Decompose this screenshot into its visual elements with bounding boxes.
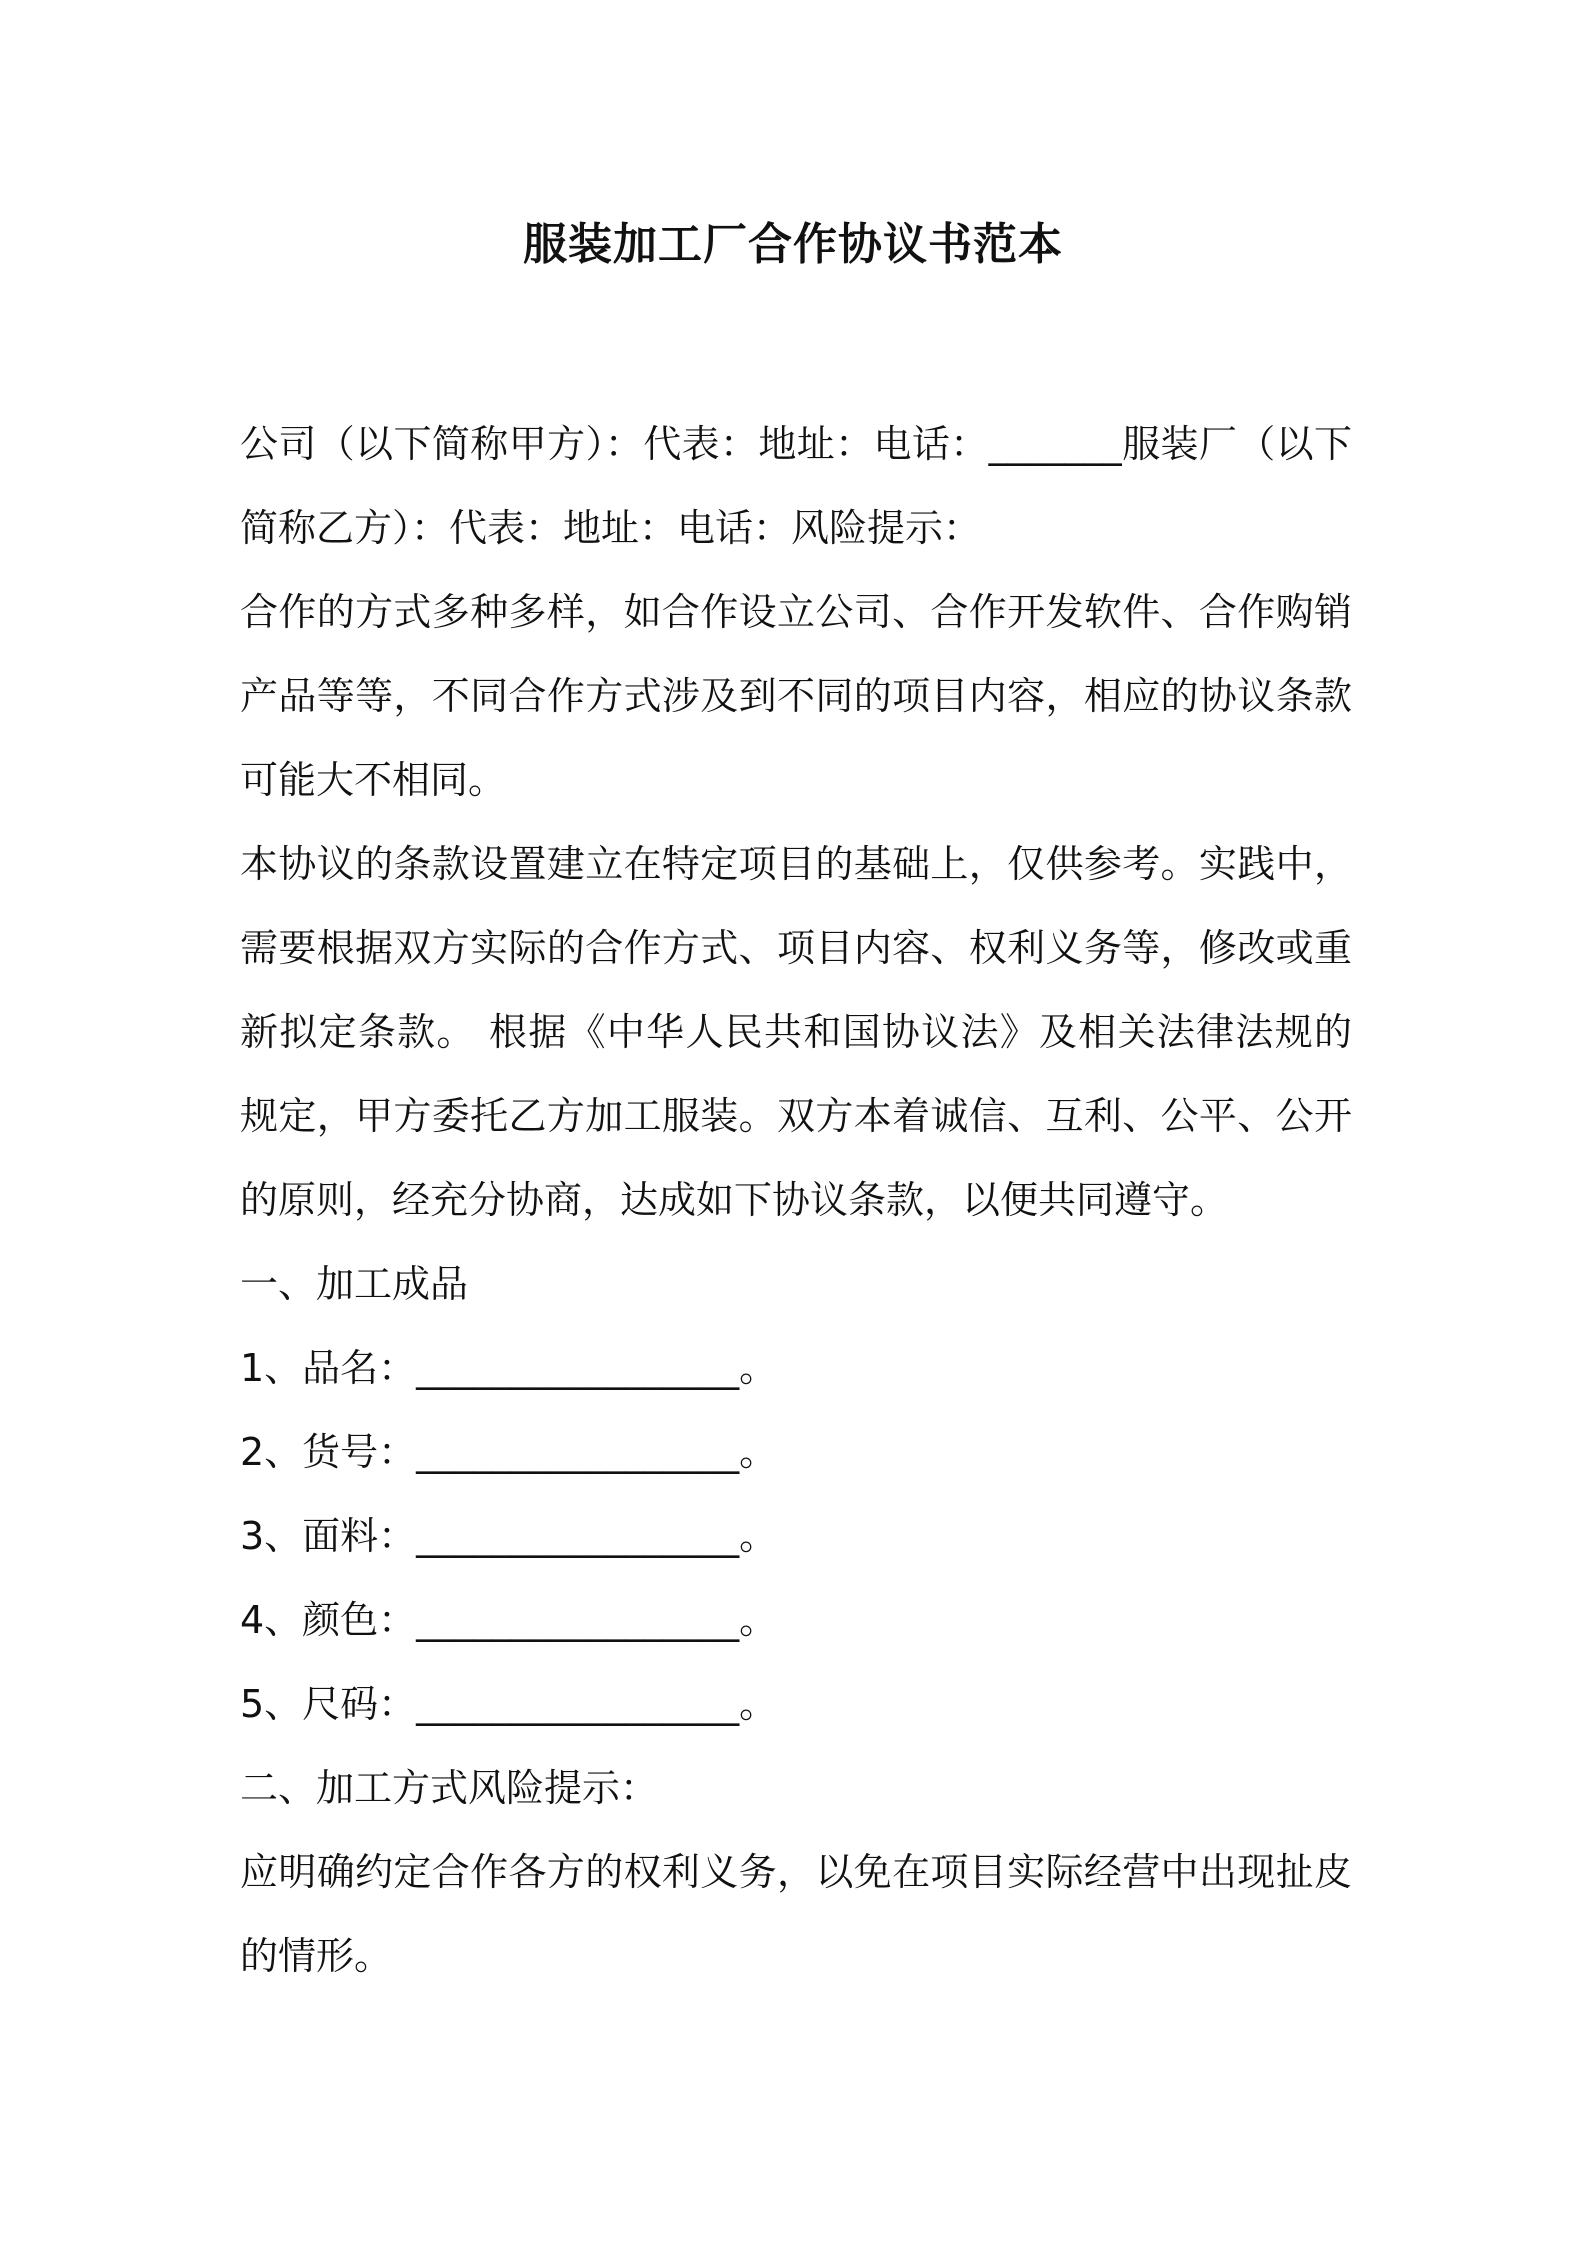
preamble-paragraph: 本协议的条款设置建立在特定项目的基础上，仅供参考。实践中，需要根据双方实际的合作方式、项目内容、权利义务等，修改或重新拟定条款。 根据《中华人民共和国协议法》及相关法律法规的规定，甲方委托乙方加工服装。双方本着诚信、互利、公平、公开的原则，经充分协商，达成如下协议条款，以便共同遵守。	[240, 842, 1352, 1222]
section-heading-products: 一、加工成品	[240, 1262, 469, 1306]
section-heading-processing: 二、加工方式风险提示：	[240, 1766, 659, 1810]
product-field-color: 4、颜色：_________________。	[240, 1598, 778, 1642]
product-field-item-number: 2、货号：_________________。	[240, 1430, 778, 1474]
product-field-name: 1、品名：_________________。	[240, 1346, 778, 1390]
document-body	[240, 402, 1352, 1998]
processing-risk-paragraph: 应明确约定合作各方的权利义务，以免在项目实际经营中出现扯皮的情形。	[240, 1850, 1352, 1978]
risk-notice-paragraph: 合作的方式多种多样，如合作设立公司、合作开发软件、合作购销产品等等，不同合作方式涉及到不同的项目内容，相应的协议条款可能大不相同。	[240, 590, 1352, 802]
product-field-size: 5、尺码：_________________。	[240, 1682, 778, 1726]
product-field-fabric: 3、面料：_________________。	[240, 1514, 778, 1558]
document-title: 服装加工厂合作协议书范本	[523, 219, 1063, 270]
parties-paragraph: 公司（以下简称甲方）：代表：地址：电话：_______服装厂（以下简称乙方）：代表：地址：电话：风险提示：	[240, 422, 1352, 550]
